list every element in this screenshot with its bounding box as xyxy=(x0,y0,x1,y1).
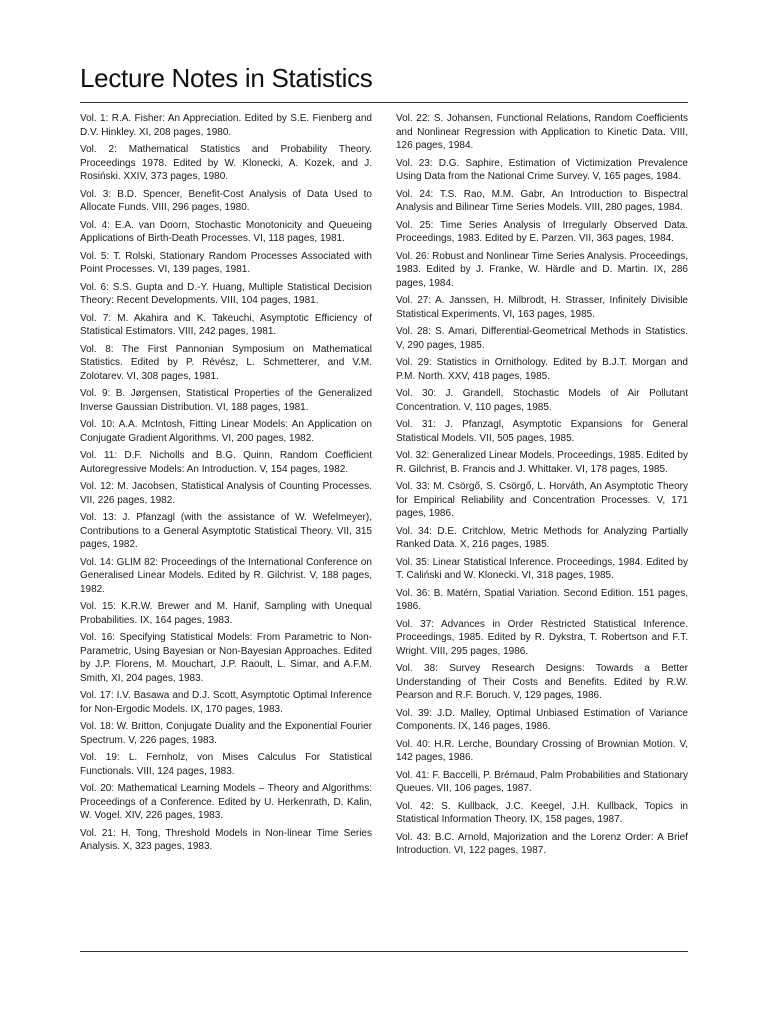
volume-entry: Vol. 5: T. Rolski, Stationary Random Processes Associated with Point Processes. VI, 139 pages, 1981. xyxy=(80,250,372,275)
volume-entry: Vol. 13: J. Pfanzagl (with the assistance of W. Wefelmeyer), Contributions to a General Asymptotic Statistical Theory. VII, 315 pages, 1982. xyxy=(80,512,372,550)
volume-entry: Vol. 19: L. Fernholz, von Mises Calculus For Statistical Functionals. VIII, 124 pages, 1983. xyxy=(80,752,372,777)
volume-entry: Vol. 39: J.D. Malley, Optimal Unbiased Estimation of Variance Components. IX, 146 pages, 1986. xyxy=(396,707,688,732)
volume-entry: Vol. 9: B. Jørgensen, Statistical Properties of the Generalized Inverse Gaussian Distribution. VI, 188 pages, 1981. xyxy=(80,388,372,413)
volume-entry: Vol. 8: The First Pannonian Symposium on Mathematical Statistics. Edited by P. Révész, L. Schmetterer, and V.M. Zolotarev. VI, 308 pages, 1981. xyxy=(80,343,372,382)
volume-entry: Vol. 14: GLIM 82: Proceedings of the International Conference on Generalised Linear Models. Edited by R. Gilchrist. V, 188 pages, 1982. xyxy=(80,556,372,595)
left-column xyxy=(80,112,372,858)
volume-entry: Vol. 27: A. Janssen, H. Milbrodt, H. Strasser, Infinitely Divisible Statistical Experiments. VI, 163 pages, 1985. xyxy=(396,295,688,320)
volume-entry: Vol. 16: Specifying Statistical Models: From Parametric to Non-Parametric, Using Bayesian or Non-Bayesian Approaches. Edited by J.P. Florens, M. Mouchart, J.P. Raoult, L. Simar, and A.F.M. Smith, XI, 204 pages, 1983. xyxy=(80,632,372,684)
volume-entry: Vol. 17: I.V. Basawa and D.J. Scott, Asymptotic Optimal Inference for Non-Ergodic Models. IX, 170 pages, 1983. xyxy=(80,690,372,715)
top-rule xyxy=(80,102,688,103)
volume-entry: Vol. 20: Mathematical Learning Models – Theory and Algorithms: Proceedings of a Conference. Edited by U. Herkenrath, D. Kalin, W. Vogel. XIV, 226 pages, 1983. xyxy=(80,783,372,821)
volume-entry: Vol. 38: Survey Research Designs: Towards a Better Understanding of Their Costs and Benefits. Edited by R.W. Pearson and R.F. Boruch. V, 129 pages, 1986. xyxy=(396,663,688,701)
volume-entry: Vol. 34: D.E. Critchlow, Metric Methods for Analyzing Partially Ranked Data. X, 216 pages, 1985. xyxy=(396,525,688,550)
volume-entry: Vol. 31: J. Pfanzagl, Asymptotic Expansions for General Statistical Models. VII, 505 pages, 1985. xyxy=(396,419,688,444)
volume-entry: Vol. 42: S. Kullback, J.C. Keegel, J.H. Kullback, Topics in Statistical Information Theory. IX, 158 pages, 1987. xyxy=(396,800,688,825)
volume-entry: Vol. 21: H. Tong, Threshold Models in Non-linear Time Series Analysis. X, 323 pages, 1983. xyxy=(80,827,372,852)
volume-entry: Vol. 36: B. Matérn, Spatial Variation. Second Edition. 151 pages, 1986. xyxy=(396,587,688,612)
volume-entry: Vol. 37: Advances in Order Restricted Statistical Inference. Proceedings, 1985. Edited by R. Dykstra, T. Robertson and F.T. Wright. VIII, 295 pages, 1986. xyxy=(396,618,688,657)
volume-entry: Vol. 7: M. Akahira and K. Takeuchi, Asymptotic Efficiency of Statistical Estimators. VIII, 242 pages, 1981. xyxy=(80,312,372,337)
volume-entry: Vol. 15: K.R.W. Brewer and M. Hanif, Sampling with Unequal Probabilities. IX, 164 pages, 1983. xyxy=(80,601,372,626)
right-column xyxy=(396,112,688,862)
volume-entry: Vol. 26: Robust and Nonlinear Time Series Analysis. Proceedings, 1983. Edited by J. Franke, W. Härdle and D. Martin. IX, 286 pages, 1984. xyxy=(396,250,688,289)
volume-entry: Vol. 18: W. Britton, Conjugate Duality and the Exponential Fourier Spectrum. V, 226 pages, 1983. xyxy=(80,721,372,746)
volume-entry: Vol. 32: Generalized Linear Models. Proceedings, 1985. Edited by R. Gilchrist, B. Francis and J. Whittaker. VI, 178 pages, 1985. xyxy=(396,450,688,475)
volume-entry: Vol. 30: J. Grandell, Stochastic Models of Air Pollutant Concentration. V, 110 pages, 1985. xyxy=(396,388,688,413)
volume-entry: Vol. 29: Statistics in Ornithology. Edited by B.J.T. Morgan and P.M. North. XXV, 418 pages, 1985. xyxy=(396,357,688,382)
volume-entry: Vol. 43: B.C. Arnold, Majorization and the Lorenz Order: A Brief Introduction. VI, 122 pages, 1987. xyxy=(396,831,688,856)
bottom-rule xyxy=(80,951,688,952)
page-title: Lecture Notes in Statistics xyxy=(80,63,373,93)
volume-entry: Vol. 25: Time Series Analysis of Irregularly Observed Data. Proceedings, 1983. Edited by E. Parzen. VII, 363 pages, 1984. xyxy=(396,219,688,244)
volume-entry: Vol. 3: B.D. Spencer, Benefit-Cost Analysis of Data Used to Allocate Funds. VIII, 296 pages, 1980. xyxy=(80,188,372,213)
volume-entry: Vol. 23: D.G. Saphire, Estimation of Victimization Prevalence Using Data from the National Crime Survey. V, 165 pages, 1984. xyxy=(396,157,688,182)
volume-entry: Vol. 35: Linear Statistical Inference. Proceedings, 1984. Edited by T. Caliński and W. Klonecki. VI, 318 pages, 1985. xyxy=(396,556,688,581)
volume-entry: Vol. 24: T.S. Rao, M.M. Gabr, An Introduction to Bispectral Analysis and Bilinear Time Series Models. VIII, 280 pages, 1984. xyxy=(396,188,688,213)
volume-entry: Vol. 28: S. Amari, Differential-Geometrical Methods in Statistics. V, 290 pages, 1985. xyxy=(396,326,688,351)
volume-entry: Vol. 40: H.R. Lerche, Boundary Crossing of Brownian Motion. V, 142 pages, 1986. xyxy=(396,738,688,763)
volume-entry: Vol. 1: R.A. Fisher: An Appreciation. Edited by S.E. Fienberg and D.V. Hinkley. XI, 208 pages, 1980. xyxy=(80,113,372,138)
volume-entry: Vol. 22: S. Johansen, Functional Relations, Random Coefficients and Nonlinear Regression with Application to Kinetic Data. VIII, 126 pages, 1984. xyxy=(396,113,688,151)
volume-entry: Vol. 11: D.F. Nicholls and B.G. Quinn, Random Coefficient Autoregressive Models: An Introduction. V, 154 pages, 1982. xyxy=(80,450,372,475)
volume-entry: Vol. 41: F. Baccelli, P. Brémaud, Palm Probabilities and Stationary Queues. VII, 106 pages, 1987. xyxy=(396,769,688,794)
volume-entry: Vol. 12: M. Jacobsen, Statistical Analysis of Counting Processes. VII, 226 pages, 1982. xyxy=(80,481,372,506)
volume-entry: Vol. 4: E.A. van Doorn, Stochastic Monotonicity and Queueing Applications of Birth-Death Processes. VI, 118 pages, 1981. xyxy=(80,219,372,244)
volume-entry: Vol. 2: Mathematical Statistics and Probability Theory. Proceedings 1978. Edited by W. Klonecki, A. Kozek, and J. Rosiński. XXIV, 373 pages, 1980. xyxy=(80,144,372,182)
volume-entry: Vol. 33: M. Csörgő, S. Csörgő, L. Horváth, An Asymptotic Theory for Empirical Reliability and Concentration Processes. V, 171 pages, 1986. xyxy=(396,481,688,519)
volume-entry: Vol. 10: A.A. McIntosh, Fitting Linear Models: An Application on Conjugate Gradient Algorithms. VI, 200 pages, 1982. xyxy=(80,419,372,444)
volume-entry: Vol. 6: S.S. Gupta and D.-Y. Huang, Multiple Statistical Decision Theory: Recent Developments. VIII, 104 pages, 1981. xyxy=(80,281,372,306)
